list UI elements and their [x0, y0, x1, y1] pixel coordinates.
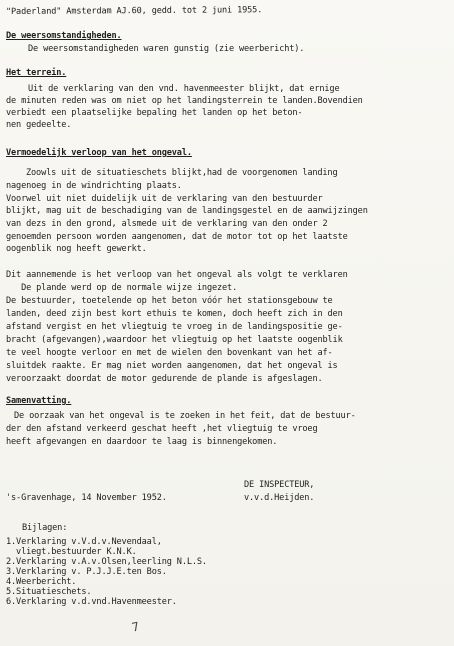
- place-date: 's-Gravenhage, 14 November 1952.: [6, 493, 167, 503]
- course-line-11: landen, deed zijn best kort ethuis te komen, doch heeft zich in den: [6, 309, 343, 319]
- course-line-15: sluitdek raakte. Er mag niet worden aangenomen, dat het ongeval is: [6, 361, 338, 371]
- summary-line-1: De oorzaak van het ongeval is te zoeken in het feit, dat de bestuur-: [14, 411, 356, 421]
- course-line-5: van dezs in den grond, alsmede uit de verklaring van den onder 2: [6, 219, 328, 229]
- footer-handwritten-mark: 7: [130, 619, 141, 635]
- section-text-terrain-3: verbiedt een plaatselijke bepaling het landen op het beton-: [6, 108, 303, 118]
- attachment-5: 5.Situatieschets.: [6, 587, 92, 597]
- signature-name: v.v.d.Heijden.: [244, 493, 315, 503]
- attachments-title: Bijlagen:: [22, 523, 68, 533]
- course-line-14: te veel hoogte verloor en met de wielen den bovenkant van het af-: [6, 348, 333, 358]
- attachment-4: 4.Weerbericht.: [6, 577, 77, 587]
- section-title-weather: De weersomstandigheden.: [6, 31, 122, 41]
- section-title-terrain: Het terrein.: [6, 68, 67, 78]
- attachment-1: 1.Verklaring v.V.d.v.Nevendaal,: [6, 537, 162, 547]
- attachment-3: 3.Verklaring v. P.J.J.E.ten Bos.: [6, 567, 167, 577]
- course-line-16: veroorzaakt doordat de motor gedurende de plande is afgeslagen.: [6, 374, 323, 384]
- section-text-weather-1: De weersomstandigheden waren gunstig (zie weerbericht).: [28, 44, 305, 54]
- signature-title: DE INSPECTEUR,: [244, 480, 315, 490]
- section-text-terrain-2: de minuten reden was om niet op het landingsterrein te landen.Bovendien: [6, 96, 363, 106]
- section-text-terrain-1: Uit de verklaring van den vnd. havenmeester blijkt, dat ernige: [28, 84, 340, 94]
- attachment-2: 2.Verklaring v.A.v.Olsen,leerling N.L.S.: [6, 557, 207, 567]
- course-line-12: afstand vergist en het vliegtuig te vroeg in de landingspositie ge-: [6, 322, 343, 332]
- section-title-summary: Samenvatting.: [6, 396, 72, 406]
- course-line-7: oogenblik nog heeft gewerkt.: [6, 244, 147, 254]
- course-line-4: blijkt, mag uit de beschadiging van de landingsgestel en de aanwijzingen: [6, 206, 368, 216]
- section-title-course: Vermoedelijk verloop van het ongeval.: [6, 148, 192, 158]
- course-line-1: Zoowls uit de situatieschets blijkt,had de voorgenomen landing: [26, 168, 338, 178]
- course-line-6: genoemden persoon worden aangenomen, dat de motor tot op het laatste: [6, 232, 348, 242]
- document-header: "Paderland" Amsterdam AJ.60, gedd. tot 2 juni 1955.: [5, 5, 263, 17]
- attachment-1-cont: vliegt.bestuurder K.N.K.: [6, 547, 137, 557]
- course-line-3: Voorwel uit niet duidelijk uit de verklaring van den bestuurder: [6, 194, 323, 204]
- course-line-13: bracht (afgevangen),waardoor het vliegtuig op het laatste oogenblik: [6, 335, 343, 345]
- summary-line-3: heeft afgevangen en daardoor te laag is binnengekomen.: [6, 437, 278, 447]
- summary-line-2: der den afstand verkeerd geschat heeft ,het vliegtuig te vroeg: [6, 424, 318, 434]
- course-line-2: nagenoeg in de windrichting plaats.: [6, 181, 182, 191]
- section-text-terrain-4: nen gedeelte.: [6, 120, 72, 130]
- course-line-10: De bestuurder, toetelende op het beton vóór het stationsgebouw te: [6, 296, 333, 306]
- course-line-8: Dit aannemende is het verloop van het ongeval als volgt te verklaren: [6, 270, 348, 280]
- attachment-6: 6.Verklaring v.d.vnd.Havenmeester.: [6, 597, 177, 607]
- course-line-9: De plande werd op de normale wijze ingezet.: [6, 283, 238, 293]
